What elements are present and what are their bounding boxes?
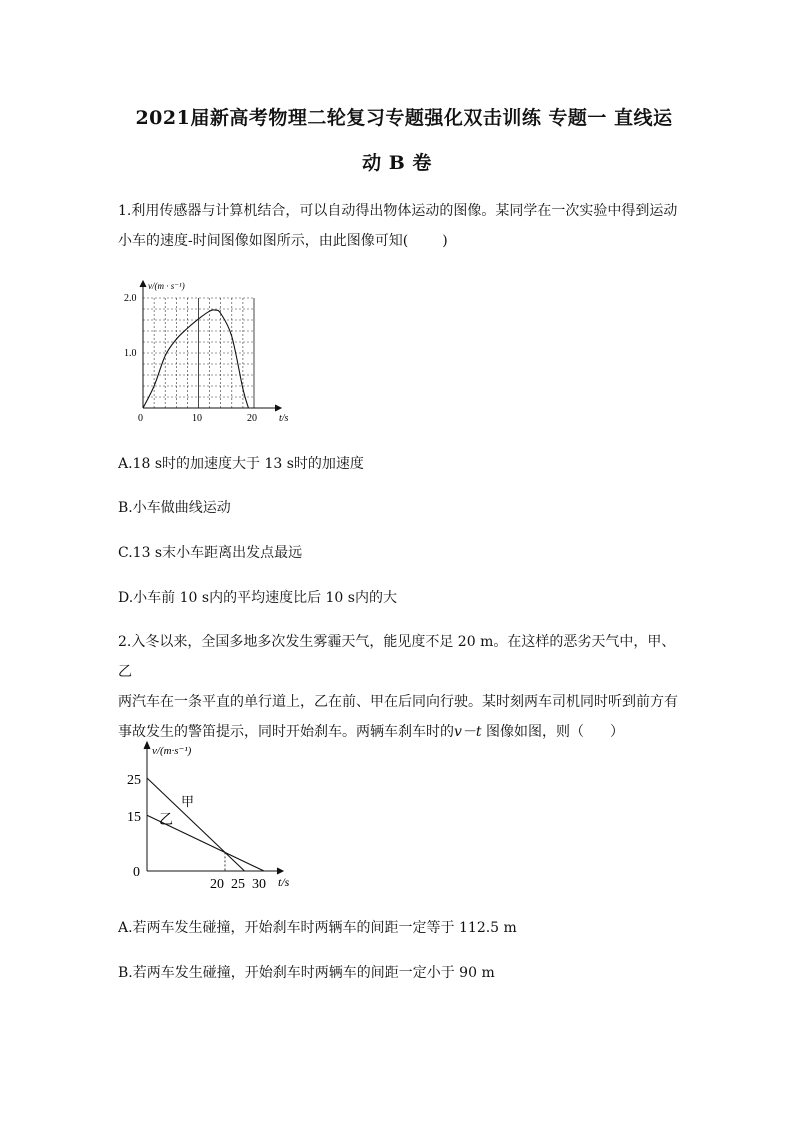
vt-symbol: v－t: [454, 724, 482, 740]
page-title-line2: 动 B 卷: [362, 152, 432, 174]
series-yi-label: 乙: [159, 813, 173, 828]
question-1-option-a: A.18 s时的加速度大于 13 s时的加速度: [118, 456, 364, 472]
chart2-y-axis-arrow: [144, 742, 150, 749]
chart1-xtick-20: 20: [247, 413, 257, 424]
chart2-axes: [144, 742, 283, 874]
question-1-line2: [118, 226, 688, 256]
chart2-y-label: v/(m·s⁻¹): [152, 745, 192, 757]
chart2-xtick-25: 25: [231, 877, 245, 890]
question-2-line2: 两汽车在一条平直的单行道上，乙在前、甲在后同向行驶。某时刻两车司机同时听到前方有: [118, 694, 678, 710]
question-1-stem: [118, 196, 688, 256]
chart1-xtick-0: 0: [138, 413, 143, 424]
question-2-stem: [118, 627, 688, 747]
chart1-grid: [143, 298, 254, 408]
chart2-xtick-20: 20: [210, 877, 224, 890]
chart1-axes: [140, 281, 281, 411]
chart1-ytick-1: 1.0: [124, 348, 137, 359]
chart1-x-label: t/s: [279, 413, 289, 424]
velocity-time-chart-2: [125, 738, 300, 890]
chart1-y-axis-arrow: [140, 281, 146, 287]
question-2-line3-text-2: 图像如图，则（: [481, 724, 584, 740]
question-2-option-b: B.若两车发生碰撞，开始刹车时两辆车的间距一定小于 90 m: [118, 965, 495, 981]
chart2-ytick-25: 25: [127, 773, 141, 788]
question-1-option-c: C.13 s末小车距离出发点最远: [118, 545, 303, 561]
question-1-option-b: B.小车做曲线运动: [118, 500, 231, 516]
question-2-line3-text: 事故发生的警笛提示，同时开始刹车。两辆车刹车时的: [118, 724, 454, 740]
page-title-line1: 2021届新高考物理二轮复习专题强化双击训练 专题一 直线运: [135, 107, 673, 129]
chart2-xtick-30: 30: [252, 877, 266, 890]
question-1-line1: 1.利用传感器与计算机结合，可以自动得出物体运动的图像。某同学在一次实验中得到运动: [118, 203, 678, 219]
chart1-x-axis-arrow: [275, 405, 281, 411]
series-jia-label: 甲: [181, 794, 195, 809]
question-2-close-paren: ）: [610, 724, 624, 740]
chart1-ytick-2: 2.0: [124, 293, 137, 304]
question-2-option-a: A.若两车发生碰撞，开始刹车时两辆车的间距一定等于 112.5 m: [118, 920, 517, 936]
chart1-y-label: v/(m · s⁻¹): [148, 281, 185, 291]
chart2-ytick-15: 15: [127, 810, 141, 825]
chart2-ytick-0: 0: [133, 865, 140, 880]
chart1-velocity-curve: [143, 310, 248, 408]
velocity-time-chart-1: [118, 278, 298, 424]
question-1-close-paren: ): [442, 233, 448, 249]
question-1-line2-text: 小车的速度-时间图像如图所示，由此图像可知(: [118, 233, 409, 249]
chart1-xtick-10: 10: [192, 413, 202, 424]
question-2-line1: 2.入冬以来，全国多地多次发生雾霾天气，能见度不足 20 m。在这样的恶劣天气中，甲、乙: [118, 634, 676, 680]
chart2-x-axis-arrow: [277, 868, 283, 874]
chart2-x-label: t/s: [278, 875, 290, 889]
question-1-option-d: D.小车前 10 s内的平均速度比后 10 s内的大: [118, 590, 397, 606]
